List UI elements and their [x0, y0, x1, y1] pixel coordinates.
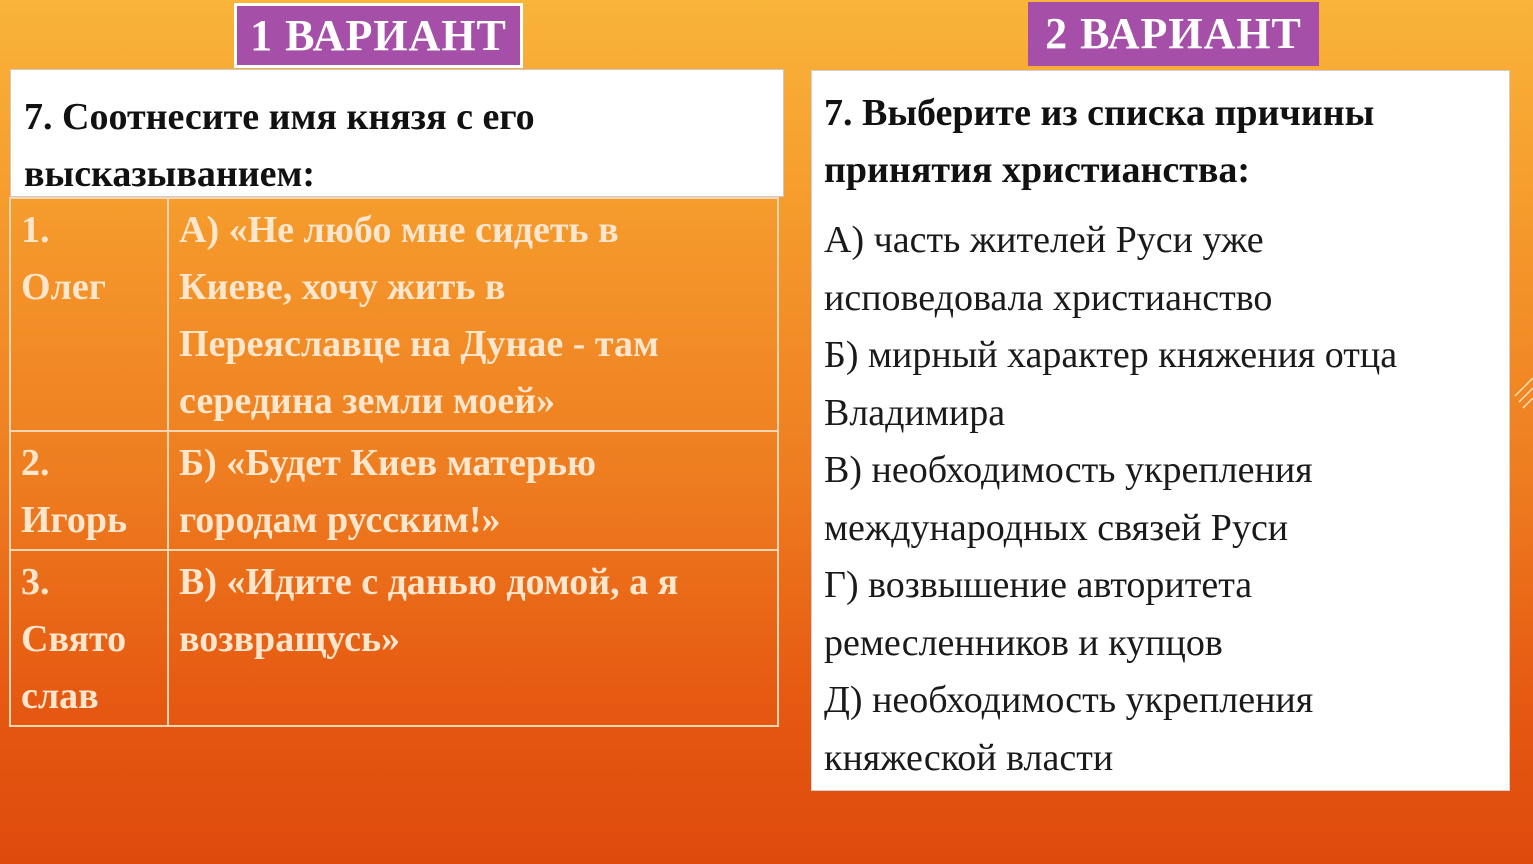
quote-cell — [168, 550, 778, 726]
prince-name: Олег — [21, 266, 106, 308]
prince-number: 1. — [21, 209, 50, 251]
matching-table — [9, 197, 779, 727]
corner-decoration — [1513, 370, 1533, 430]
prince-name: Игорь — [21, 499, 128, 541]
table-row — [10, 431, 778, 550]
question-1-title-line1: 7. Соотнесите имя князя с его — [24, 96, 535, 138]
variant-2-badge — [1028, 2, 1319, 66]
option-line: А) часть жителей Руси уже — [824, 219, 1264, 261]
prince-cell — [10, 431, 168, 550]
option-line: Владимира — [824, 391, 1006, 434]
quote-line: Б) «Будет Киев матерью — [179, 442, 597, 484]
prince-cell — [10, 550, 168, 726]
option-line: княжеской власти — [824, 736, 1114, 779]
option-line: исповедовала христианство — [824, 276, 1273, 319]
question-1-title-line2: высказыванием: — [24, 153, 316, 195]
prince-cell — [10, 198, 168, 431]
question-2-title-line1: 7. Выберите из списка причины — [824, 92, 1375, 134]
quote-line: возвращусь» — [179, 618, 401, 660]
prince-number: 3. — [21, 561, 50, 603]
quote-line: Киеве, хочу жить в — [179, 266, 506, 308]
question-2-box — [811, 70, 1510, 791]
prince-number: 2. — [21, 442, 50, 484]
variant-1-label: 1 ВАРИАНТ — [250, 10, 507, 60]
question-1-title-box — [10, 69, 784, 197]
prince-name-cont: слав — [21, 675, 99, 717]
quote-cell — [168, 198, 778, 431]
table-row — [10, 550, 778, 726]
quote-line: середина земли моей» — [179, 380, 556, 422]
table-row — [10, 198, 778, 431]
options-list — [824, 212, 1509, 787]
question-2-title-line2: принятия христианства: — [824, 149, 1251, 191]
quote-line: В) «Идите с данью домой, а я — [179, 561, 679, 603]
option-line: В) необходимость укрепления — [824, 449, 1313, 491]
quote-line: городам русским!» — [179, 499, 501, 541]
variant-2-label: 2 ВАРИАНТ — [1045, 9, 1302, 58]
prince-name: Свято — [21, 618, 127, 660]
option-line: Г) возвышение авторитета — [824, 564, 1253, 606]
question-2-title — [824, 85, 1509, 199]
quote-line: Переяславце на Дунае - там — [179, 323, 659, 365]
option-line: международных связей Руси — [824, 506, 1289, 549]
quote-line: А) «Не любо мне сидеть в — [179, 209, 619, 251]
option-line: Б) мирный характер княжения отца — [824, 334, 1398, 376]
option-line: Д) необходимость укрепления — [824, 679, 1314, 721]
option-line: ремесленников и купцов — [824, 621, 1223, 664]
quote-cell — [168, 431, 778, 550]
variant-1-badge — [234, 3, 523, 68]
